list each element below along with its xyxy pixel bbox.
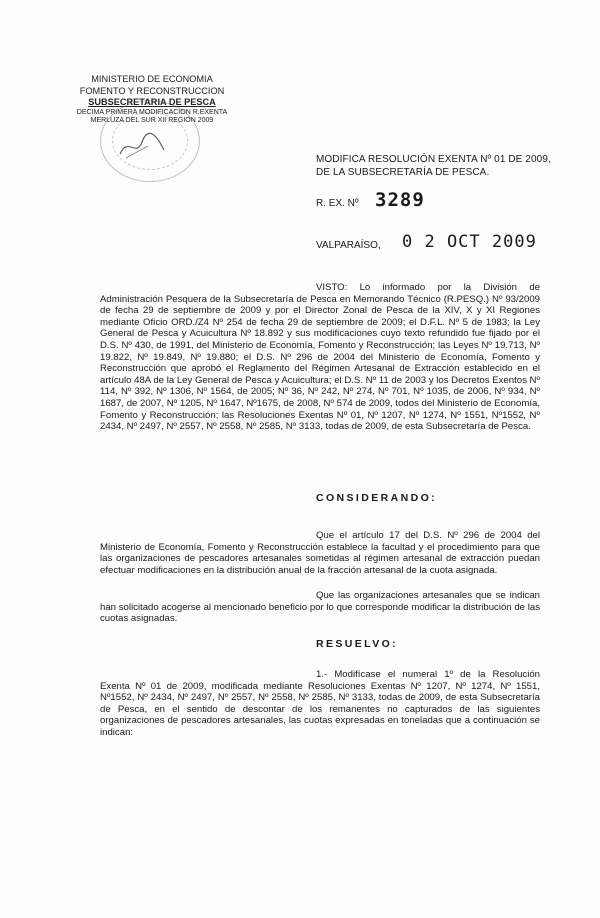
letterhead-line-fomento: FOMENTO Y RECONSTRUCCION — [79, 85, 225, 96]
signature-mark-icon — [118, 132, 166, 160]
considerando-paragraph-1: Que el artículo 17 del D.S. Nº 296 de 2004 del Ministerio de Economía, Fomento y Reconstrucción establece la facultad y el procedimiento para que las organizaciones de pescadores artesanales sometidas al régimen artesanal de extracción puedan efectuar modificaciones en la distribución anual de la fracción artesanal de la cuota asignada. — [100, 530, 540, 576]
considerando-heading: CONSIDERANDO: — [316, 492, 438, 504]
visto-paragraph: VISTO: Lo informado por la División de Administración Pesquera de la Subsecretaría de Pesca en Memorando Técnico (R.PESQ.) Nº 93/2009 de fecha 29 de septiembre de 2009 y por el Director Zonal de Pesca de la XIV, X y XI Regiones mediante Oficio ORD./Z4 Nº 254 de fecha 29 de septiembre de 2009; el D.F.L. Nº 5 de 1983; la Ley General de Pesca y Acuicultura Nº 18.892 y sus modificaciones cuyo texto refundido fue fijado por el D.S. Nº 430, de 1991, del Ministerio de Economía, Fomento y Reconstrucción; las Leyes Nº 19.713, Nº 19.822, Nº 19.849, Nº 19.880; el D.S. Nº 296 de 2004 del Ministerio de Economía, Fomento y Reconstrucción que aprobó el Reglamento del Régimen Artesanal de Extracción establecido en el artículo 48A de la Ley General de Pesca y Acuicultura; el D.S. Nº 11 de 2003 y los Decretos Exentos Nº 114, Nº 392, Nº 1306, Nº 1564, de 2005; Nº 36, Nº 242, Nº 274, Nº 701, Nº 1035, de 2006, Nº 934, Nº 1687, de 2007, Nº 1205, Nº 1647, Nº1675, de 2008, Nº 574 de 2009, todos del Ministerio de Economía, Fomento y Reconstrucción; las Resoluciones Exentas Nº 01, Nº 1207, Nº 1274, Nº 1551, Nº1552, Nº 2434, Nº 2497, Nº 2557, Nº 2558, Nº 2585, Nº 3133, todas de 2009, de esta Subsecretaría de Pesca. — [100, 282, 540, 433]
considerando-paragraph-2: Que las organizaciones artesanales que se indican han solicitado acogerse al mencionado beneficio por lo que corresponde modificar la distribución de las cuotas asignadas. — [100, 590, 540, 625]
issue-city: VALPARAÍSO, — [316, 240, 381, 251]
letterhead-line-subsecretaria: SUBSECRETARIA DE PESCA — [88, 97, 216, 107]
issue-date: 0 2 OCT 2009 — [402, 232, 537, 252]
resolution-label: R. EX. Nº — [316, 198, 359, 209]
letterhead-line-ministry: MINISTERIO DE ECONOMIA — [91, 74, 213, 84]
resolution-title: MODIFICA RESOLUCIÓN EXENTA Nº 01 DE 2009, DE LA SUBSECRETARÍA DE PESCA. — [316, 154, 551, 178]
resuelvo-paragraph-1: 1.- Modifícase el numeral 1º de la Resolución Exenta Nº 01 de 2009, modificada mediante Resoluciones Exentas Nº 1207, Nº 1274, Nº 1551, Nº1552, Nº 2434, Nº 2497, Nº 2557, Nº 2558, Nº 2585, Nº 3133, todas de 2009, de esta Subsecretaría de Pesca, en el sentido de descontar de los remanentes no capturados de las siguientes organizaciones de pescadores artesanales, las cuotas expresadas en toneladas que a continuación se indican: — [100, 669, 540, 738]
resolution-number: 3289 — [375, 189, 425, 211]
letterhead-line-species: MERLUZA DEL SUR XII REGION 2009 — [90, 117, 214, 124]
resuelvo-heading: RESUELVO: — [316, 638, 399, 650]
letterhead-line-modification: DECIMA PRIMERA MODIFICACION R.EXENTA — [76, 108, 228, 116]
